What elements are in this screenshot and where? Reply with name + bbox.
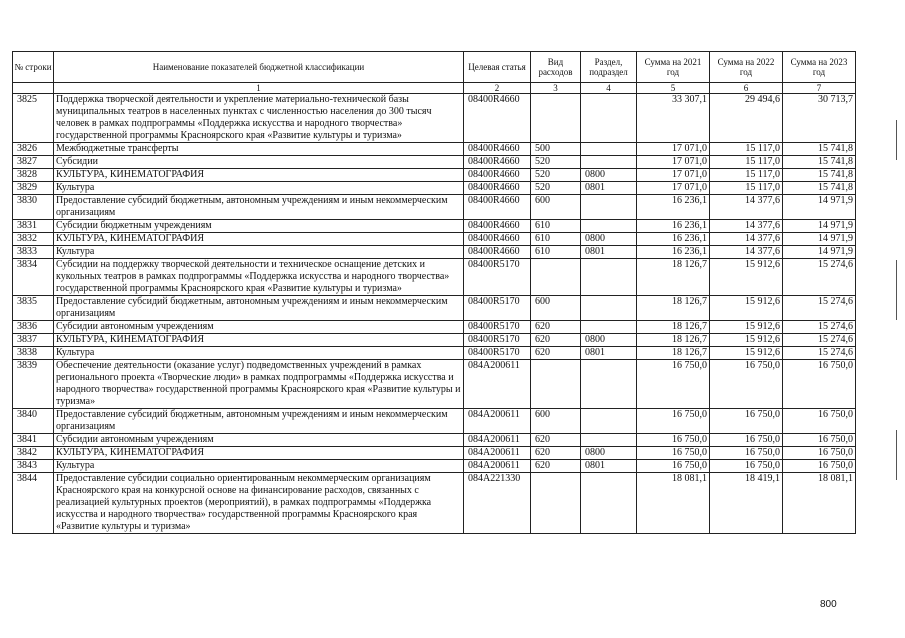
indicator-name: Субсидии автономным учреждениям <box>54 434 464 447</box>
target-article: 08400R5170 <box>464 259 531 296</box>
expense-type: 620 <box>531 334 581 347</box>
expense-type: 520 <box>531 156 581 169</box>
sum-2023: 16 750,0 <box>783 409 856 434</box>
sum-2021: 18 126,7 <box>637 347 710 360</box>
table-row <box>13 143 856 156</box>
sum-2022: 15 912,6 <box>710 259 783 296</box>
header-sum-2023: Сумма на 2023 год <box>783 52 856 83</box>
column-number: 2 <box>464 83 531 94</box>
indicator-name: КУЛЬТУРА, КИНЕМАТОГРАФИЯ <box>54 169 464 182</box>
sum-2022: 16 750,0 <box>710 409 783 434</box>
expense-type: 610 <box>531 233 581 246</box>
section-code <box>581 220 637 233</box>
section-code <box>581 143 637 156</box>
sum-2022: 16 750,0 <box>710 447 783 460</box>
table-row <box>13 94 856 143</box>
indicator-name: Культура <box>54 460 464 473</box>
section-code <box>581 156 637 169</box>
section-code <box>581 360 637 409</box>
target-article: 084A200611 <box>464 360 531 409</box>
table-row <box>13 169 856 182</box>
column-number: 6 <box>710 83 783 94</box>
sum-2023: 15 741,8 <box>783 156 856 169</box>
indicator-name: Обеспечение деятельности (оказание услуг) подведомственных учреждений в рамках регионального проекта «Творческие люди» в рамках подпрограммы «Поддержка искусства и народного творчества» государственной программы Красноярского края «Развитие культуры и туризма» <box>54 360 464 409</box>
target-article: 08400R4660 <box>464 156 531 169</box>
sum-2022: 14 377,6 <box>710 246 783 259</box>
indicator-name: Культура <box>54 182 464 195</box>
target-article: 084A200611 <box>464 409 531 434</box>
expense-type <box>531 473 581 534</box>
table-row <box>13 447 856 460</box>
row-number: 3839 <box>13 360 54 409</box>
indicator-name: Предоставление субсидий бюджетным, автономным учреждениям и иным некоммерческим организациям <box>54 296 464 321</box>
sum-2021: 16 236,1 <box>637 195 710 220</box>
column-number-row <box>13 83 856 94</box>
indicator-name: Субсидии автономным учреждениям <box>54 321 464 334</box>
section-code: 0801 <box>581 460 637 473</box>
sum-2022: 15 912,6 <box>710 321 783 334</box>
row-number: 3835 <box>13 296 54 321</box>
expense-type <box>531 360 581 409</box>
budget-table-document <box>12 51 855 534</box>
section-code: 0800 <box>581 334 637 347</box>
sum-2023: 14 971,9 <box>783 195 856 220</box>
row-number: 3831 <box>13 220 54 233</box>
sum-2023: 15 741,8 <box>783 182 856 195</box>
scan-margin-mark <box>896 430 897 480</box>
row-number: 3843 <box>13 460 54 473</box>
row-number: 3832 <box>13 233 54 246</box>
sum-2021: 16 750,0 <box>637 360 710 409</box>
sum-2022: 15 117,0 <box>710 156 783 169</box>
sum-2022: 15 912,6 <box>710 347 783 360</box>
table-row <box>13 360 856 409</box>
section-code: 0800 <box>581 233 637 246</box>
section-code: 0801 <box>581 182 637 195</box>
sum-2021: 16 750,0 <box>637 447 710 460</box>
indicator-name: Субсидии бюджетным учреждениям <box>54 220 464 233</box>
sum-2023: 15 274,6 <box>783 296 856 321</box>
expense-type <box>531 259 581 296</box>
sum-2022: 16 750,0 <box>710 360 783 409</box>
indicator-name: Предоставление субсидий бюджетным, автономным учреждениям и иным некоммерческим организациям <box>54 409 464 434</box>
table-row <box>13 321 856 334</box>
expense-type <box>531 94 581 143</box>
column-number: 5 <box>637 83 710 94</box>
section-code <box>581 473 637 534</box>
sum-2022: 14 377,6 <box>710 195 783 220</box>
sum-2022: 15 117,0 <box>710 143 783 156</box>
sum-2023: 14 971,9 <box>783 246 856 259</box>
sum-2023: 15 274,6 <box>783 259 856 296</box>
sum-2021: 17 071,0 <box>637 156 710 169</box>
sum-2022: 16 750,0 <box>710 434 783 447</box>
row-number: 3841 <box>13 434 54 447</box>
row-number: 3836 <box>13 321 54 334</box>
sum-2023: 15 274,6 <box>783 334 856 347</box>
expense-type: 610 <box>531 246 581 259</box>
target-article: 084A200611 <box>464 434 531 447</box>
expense-type: 620 <box>531 447 581 460</box>
target-article: 08400R5170 <box>464 321 531 334</box>
section-code: 0800 <box>581 447 637 460</box>
target-article: 08400R4660 <box>464 246 531 259</box>
sum-2021: 17 071,0 <box>637 182 710 195</box>
section-code: 0800 <box>581 169 637 182</box>
table-row <box>13 473 856 534</box>
target-article: 08400R4660 <box>464 143 531 156</box>
sum-2023: 14 971,9 <box>783 233 856 246</box>
expense-type: 520 <box>531 182 581 195</box>
sum-2021: 16 750,0 <box>637 460 710 473</box>
table-row <box>13 156 856 169</box>
target-article: 08400R4660 <box>464 233 531 246</box>
target-article: 08400R4660 <box>464 182 531 195</box>
row-number: 3844 <box>13 473 54 534</box>
sum-2023: 15 741,8 <box>783 169 856 182</box>
target-article: 08400R5170 <box>464 334 531 347</box>
indicator-name: Субсидии <box>54 156 464 169</box>
header-expense-type: Вид расходов <box>531 52 581 83</box>
row-number: 3826 <box>13 143 54 156</box>
row-number: 3827 <box>13 156 54 169</box>
row-number: 3838 <box>13 347 54 360</box>
indicator-name: Субсидии на поддержку творческой деятельности и техническое оснащение детских и кукольных театров в рамках подпрограммы «Поддержка искусства и народного творчества» государственной программы Красноярского края «Развитие культуры и туризма» <box>54 259 464 296</box>
row-number: 3825 <box>13 94 54 143</box>
table-row <box>13 334 856 347</box>
sum-2022: 14 377,6 <box>710 220 783 233</box>
row-number: 3842 <box>13 447 54 460</box>
indicator-name: Межбюджетные трансферты <box>54 143 464 156</box>
expense-type: 620 <box>531 347 581 360</box>
expense-type: 520 <box>531 169 581 182</box>
expense-type: 600 <box>531 409 581 434</box>
header-target-article: Целевая статья <box>464 52 531 83</box>
expense-type: 500 <box>531 143 581 156</box>
sum-2022: 16 750,0 <box>710 460 783 473</box>
sum-2021: 17 071,0 <box>637 169 710 182</box>
indicator-name: КУЛЬТУРА, КИНЕМАТОГРАФИЯ <box>54 233 464 246</box>
indicator-name: Культура <box>54 246 464 259</box>
sum-2021: 33 307,1 <box>637 94 710 143</box>
expense-type: 620 <box>531 321 581 334</box>
row-number: 3828 <box>13 169 54 182</box>
expense-type: 600 <box>531 296 581 321</box>
target-article: 08400R5170 <box>464 347 531 360</box>
sum-2023: 14 971,9 <box>783 220 856 233</box>
section-code <box>581 259 637 296</box>
sum-2022: 15 912,6 <box>710 296 783 321</box>
target-article: 08400R4660 <box>464 94 531 143</box>
sum-2023: 18 081,1 <box>783 473 856 534</box>
table-body <box>13 94 856 534</box>
sum-2021: 16 750,0 <box>637 434 710 447</box>
page-number: 800 <box>820 599 837 610</box>
header-sum-2021: Сумма на 2021 год <box>637 52 710 83</box>
column-number: 7 <box>783 83 856 94</box>
sum-2023: 16 750,0 <box>783 434 856 447</box>
expense-type: 600 <box>531 195 581 220</box>
target-article: 08400R5170 <box>464 296 531 321</box>
sum-2021: 18 081,1 <box>637 473 710 534</box>
table-row <box>13 182 856 195</box>
section-code <box>581 296 637 321</box>
indicator-name: Предоставление субсидий бюджетным, автономным учреждениям и иным некоммерческим организациям <box>54 195 464 220</box>
table-row <box>13 460 856 473</box>
section-code <box>581 195 637 220</box>
indicator-name: КУЛЬТУРА, КИНЕМАТОГРАФИЯ <box>54 334 464 347</box>
table-header-row <box>13 52 856 83</box>
section-code: 0801 <box>581 246 637 259</box>
sum-2021: 16 750,0 <box>637 409 710 434</box>
scan-margin-mark <box>896 120 897 160</box>
sum-2023: 16 750,0 <box>783 447 856 460</box>
scan-margin-mark <box>896 260 897 320</box>
row-number: 3830 <box>13 195 54 220</box>
expense-type: 620 <box>531 460 581 473</box>
target-article: 08400R4660 <box>464 169 531 182</box>
sum-2021: 17 071,0 <box>637 143 710 156</box>
indicator-name: Поддержка творческой деятельности и укрепление материально-технической базы муниципальных театров в населенных пунктах с численностью населения до 300 тысяч человек в рамках подпрограммы «Поддержка искусства и народного творчества» государственной программы Красноярского края «Развитие культуры и туризма» <box>54 94 464 143</box>
target-article: 084A200611 <box>464 447 531 460</box>
column-number: 3 <box>531 83 581 94</box>
section-code: 0801 <box>581 347 637 360</box>
sum-2021: 18 126,7 <box>637 334 710 347</box>
column-number: 4 <box>581 83 637 94</box>
row-number: 3840 <box>13 409 54 434</box>
section-code <box>581 409 637 434</box>
sum-2021: 18 126,7 <box>637 296 710 321</box>
sum-2021: 16 236,1 <box>637 220 710 233</box>
header-sum-2022: Сумма на 2022 год <box>710 52 783 83</box>
section-code <box>581 94 637 143</box>
sum-2023: 15 741,8 <box>783 143 856 156</box>
header-indicator-name: Наименование показателей бюджетной классификации <box>54 52 464 83</box>
sum-2021: 18 126,7 <box>637 259 710 296</box>
sum-2022: 15 117,0 <box>710 169 783 182</box>
sum-2022: 29 494,6 <box>710 94 783 143</box>
sum-2021: 16 236,1 <box>637 246 710 259</box>
table-row <box>13 409 856 434</box>
indicator-name: КУЛЬТУРА, КИНЕМАТОГРАФИЯ <box>54 447 464 460</box>
sum-2022: 15 912,6 <box>710 334 783 347</box>
column-number <box>13 83 54 94</box>
section-code <box>581 434 637 447</box>
row-number: 3833 <box>13 246 54 259</box>
row-number: 3837 <box>13 334 54 347</box>
target-article: 08400R4660 <box>464 220 531 233</box>
expense-type: 620 <box>531 434 581 447</box>
target-article: 08400R4660 <box>464 195 531 220</box>
sum-2022: 15 117,0 <box>710 182 783 195</box>
header-row-number: № строки <box>13 52 54 83</box>
table-row <box>13 347 856 360</box>
table-row <box>13 259 856 296</box>
table-row <box>13 195 856 220</box>
sum-2021: 16 236,1 <box>637 233 710 246</box>
table-row <box>13 246 856 259</box>
table-row <box>13 434 856 447</box>
target-article: 084A200611 <box>464 460 531 473</box>
sum-2022: 18 419,1 <box>710 473 783 534</box>
sum-2023: 16 750,0 <box>783 460 856 473</box>
sum-2023: 30 713,7 <box>783 94 856 143</box>
sum-2021: 18 126,7 <box>637 321 710 334</box>
indicator-name: Культура <box>54 347 464 360</box>
sum-2023: 15 274,6 <box>783 321 856 334</box>
sum-2023: 15 274,6 <box>783 347 856 360</box>
table-row <box>13 233 856 246</box>
indicator-name: Предоставление субсидии социально ориентированным некоммерческим организациям Красноярского края на конкурсной основе на финансирование расходов, связанных с реализацией культурных проектов (мероприятий), в рамках подпрограммы «Поддержка искусства и народного творчества» государственной программы Красноярского края «Развитие культуры и туризма» <box>54 473 464 534</box>
expense-type: 610 <box>531 220 581 233</box>
sum-2023: 16 750,0 <box>783 360 856 409</box>
table-row <box>13 296 856 321</box>
sum-2022: 14 377,6 <box>710 233 783 246</box>
budget-table <box>12 51 856 534</box>
table-row <box>13 220 856 233</box>
target-article: 084A221330 <box>464 473 531 534</box>
header-section: Раздел, подраздел <box>581 52 637 83</box>
column-number: 1 <box>54 83 464 94</box>
row-number: 3829 <box>13 182 54 195</box>
row-number: 3834 <box>13 259 54 296</box>
section-code <box>581 321 637 334</box>
